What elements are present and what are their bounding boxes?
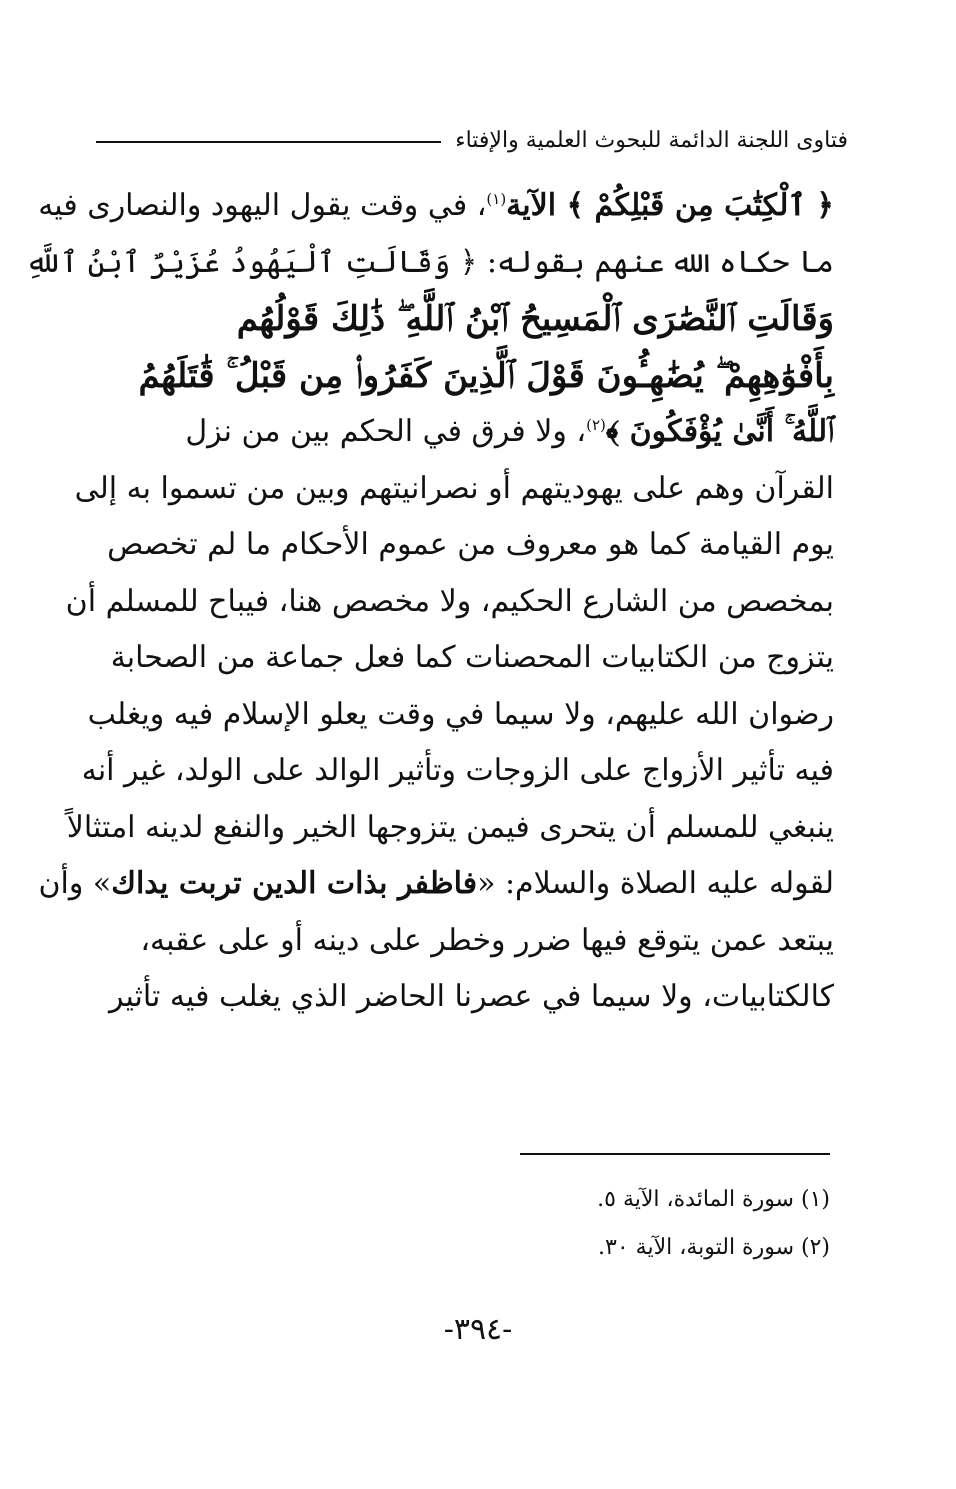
footnote-1: (١) سورة المائدة، الآية ٥. (597, 1187, 830, 1212)
quran-line-4: بِأَفْوَٰهِهِمْ ۖ يُضَٰهِـُٔونَ قَوْلَ ٱلَّذِينَ كَفَرُوا۟ مِن قَبْلُ ۚ قَٰتَلَهُمُ (138, 355, 834, 396)
text-line-11: فيه تأثير الأزواج على الزوجات وتأثير الوالد على الولد، غير أنه (81, 753, 834, 788)
text-line-15: كالكتابيات، ولا سيما في عصرنا الحاضر الذي يغلب فيه تأثير (108, 979, 834, 1014)
page-number: -٣٩٤- (443, 1312, 513, 1347)
text-line-1 (38, 178, 834, 235)
text-line-6: القرآن وهم على يهوديتهم أو نصرانيتهم وبين من تسموا به إلى (74, 470, 834, 506)
footnote-ref-1: (١) (486, 190, 507, 208)
text-line-7: يوم القيامة كما هو معروف من عموم الأحكام ما لم تخصص (107, 527, 834, 562)
text-line-2: ما حكاه الله عنهم بقوله: ﴿ وَقَالَتِ ٱلْيَهُودُ عُزَيْرٌ ٱبْنُ ٱللَّهِ (25, 244, 834, 280)
quran-verse-fragment: ﴿ ٱلْكِتَٰبَ مِن قَبْلِكُمْ ﴾ الآية (506, 188, 834, 223)
text-line-10: رضوان الله عليهم، ولا سيما في وقت يعلو الإسلام فيه ويغلب (87, 696, 834, 732)
running-header (96, 120, 848, 160)
footnote-ref-2: (٢) (586, 416, 606, 434)
quran-verse-end: ٱللَّهُ ۚ أَنَّىٰ يُؤْفَكُونَ ﴾ (605, 414, 834, 449)
hadith-quote: فاظفر بذات الدين تربت يداك (111, 866, 478, 901)
text-line-9: يتزوج من الكتابيات المحصنات كما فعل جماعة من الصحابة (110, 640, 834, 675)
header-rule (96, 141, 441, 143)
quran-line-3: وَقَالَتِ ٱلنَّصَٰرَى ٱلْمَسِيحُ ٱبْنُ ٱللَّهِ ۖ ذَٰلِكَ قَوْلُهُم (236, 299, 834, 339)
text-line-13 (38, 856, 834, 913)
text-line-8: بمخصص من الشارع الحكيم، ولا مخصص هنا، فيباح للمسلم أن (65, 583, 834, 619)
footnotes (500, 1176, 830, 1272)
text-line-13-tail: » وأن (38, 866, 112, 901)
footnote-2: (٢) سورة التوبة، الآية ٣٠. (598, 1235, 830, 1260)
footnote-separator (520, 1153, 830, 1155)
text-line-1-tail: ، في وقت يقول اليهود والنصارى فيه (38, 188, 487, 223)
text-line-13-head: لقوله عليه الصلاة والسلام: « (477, 866, 834, 901)
text-line-5-tail: ، ولا فرق في الحكم بين من نزل (185, 414, 587, 449)
text-line-12: ينبغي للمسلم أن يتحرى فيمن يتزوجها الخير والنفع لدينه امتثالاً (66, 809, 834, 845)
text-line-14: يبتعد عمن يتوقع فيها ضرر وخطر على دينه أو على عقبه، (140, 922, 834, 958)
body-text (25, 178, 834, 1026)
header-title: فتاوى اللجنة الدائمة للبحوث العلمية والإفتاء (455, 127, 848, 153)
text-line-5 (104, 404, 834, 461)
